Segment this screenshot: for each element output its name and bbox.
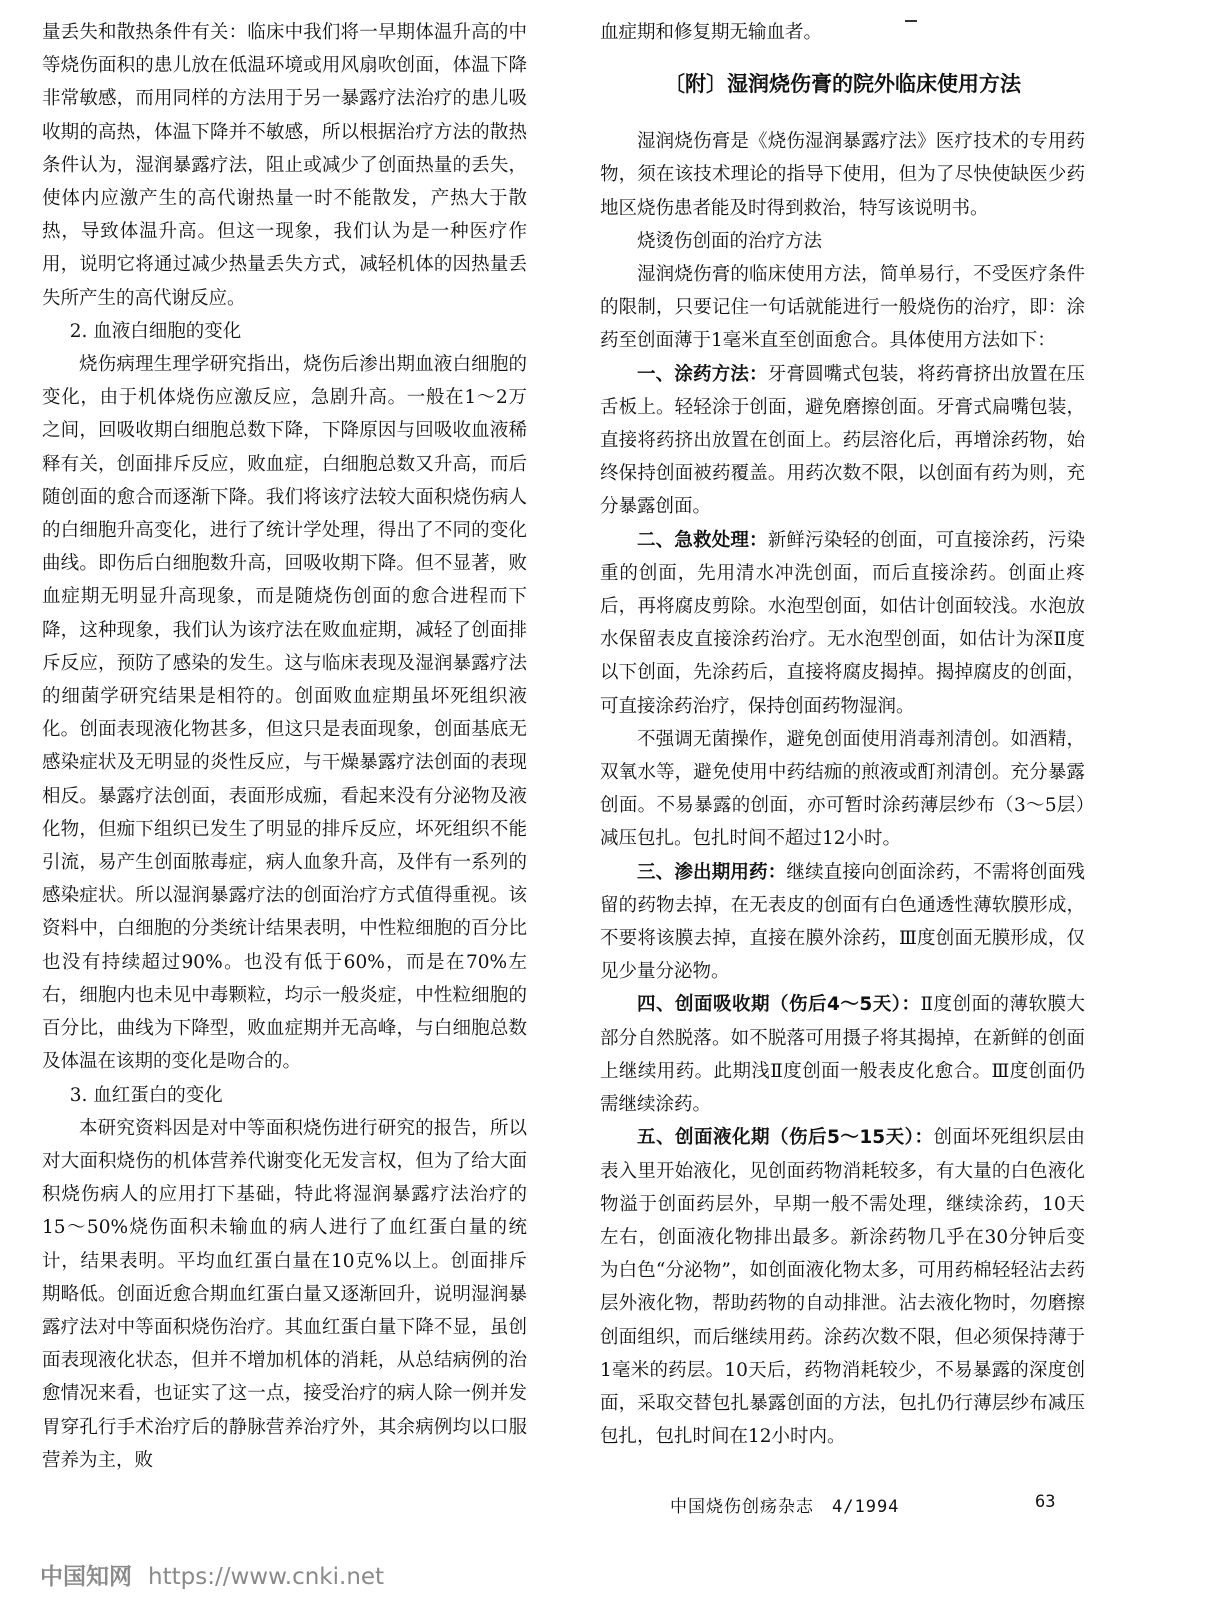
watermark-brand: 中国知网 [40, 1564, 132, 1590]
paragraph-text: 湿润烧伤膏的临床使用方法，简单易行，不受医疗条件的限制，只要记住一句话就能进行一般烧伤的治疗，即：涂药至创面薄于1毫米直至创面愈合。具体使用方法如下： [600, 264, 1085, 352]
paragraph-lead: 五、创面液化期（伤后5～15天）： [637, 1127, 934, 1149]
paragraph [600, 856, 1085, 989]
page-footer [670, 1492, 899, 1517]
paragraph-text: 不强调无菌操作，避免创面使用消毒剂清创。如酒精，双氧水等，避免使用中药结痂的煎液或酊剂清创。充分暴露创面。不易暴露的创面，亦可暂时涂药薄层纱布（3～5层）减压包扎。包扎时间不超过12小时。 [600, 728, 1085, 850]
paragraph-text: 牙膏圆嘴式包装，将药膏挤出放置在压舌板上。轻轻涂于创面，避免磨擦创面。牙膏式扁嘴包装，直接将药挤出放置在创面上。药层溶化后，再增涂药物，始终保持创面被药覆盖。用药次数不限，以创面有药为则，充分暴露创面。 [600, 363, 1085, 518]
paragraph-text: 3. 血红蛋白的变化 [69, 1084, 223, 1106]
paragraph [42, 348, 527, 1078]
subsection-heading [42, 1079, 527, 1112]
paragraph [600, 16, 1085, 49]
paragraph-text: 继续直接向创面涂药，不需将创面残留的药物去掉，在无表皮的创面有白色通透性薄软膜形成，不要将该膜去掉，直接在膜外涂药，Ⅲ度创面无膜形成，仅见少量分泌物。 [600, 861, 1085, 983]
watermark-url: https://www.cnki.net [148, 1564, 385, 1590]
paragraph-lead: 三、渗出期用药： [637, 861, 787, 883]
cnki-watermark [40, 1558, 384, 1591]
paragraph [42, 1112, 527, 1477]
paragraph-lead: 二、急救处理： [637, 529, 768, 551]
paragraph [600, 524, 1085, 723]
paragraph-text: 〔附〕湿润烧伤膏的院外临床使用方法 [664, 72, 1021, 97]
subsection-heading [42, 315, 527, 348]
paragraph [600, 258, 1085, 358]
paragraph [600, 723, 1085, 856]
paragraph [600, 125, 1085, 225]
margin-mark [905, 20, 917, 22]
paragraph-text: Ⅱ度创面的薄软膜大部分自然脱落。如不脱落可用摄子将其揭掉，在新鲜的创面上继续用药。此期浅Ⅱ度创面一般表皮化愈合。Ⅲ度创面仍需继续涂药。 [600, 994, 1086, 1116]
paragraph-text: 创面坏死组织层由表入里开始液化，见创面药物消耗较多，有大量的白色液化物溢于创面药层外，早期一般不需处理，继续涂药，10天左右，创面液化物排出最多。新涂药物几乎在30分钟后变为白色“分泌物”，如创面液化物太多，可用药棉轻轻沾去药层外液化物，帮助药物的自动排泄。沾去液化物时，勿磨擦创面组织，而后继续用药。涂药次数不限，但必须保持薄于1毫米的药层。10天后，药物消耗较少，不易暴露的深度创面，采取交替包扎暴露创面的方法，包扎仍行薄层纱布减压包扎，包扎时间在12小时内。 [600, 1127, 1085, 1448]
paragraph-lead: 一、涂药方法： [637, 363, 768, 385]
paragraph-text: 湿润烧伤膏是《烧伤湿润暴露疗法》医疗技术的专用药物，须在该技术理论的指导下使用，但为了尽快使缺医少药地区烧伤患者能及时得到救治，特写该说明书。 [600, 131, 1085, 219]
paragraph-text: 新鲜污染轻的创面，可直接涂药，污染重的创面，先用清水冲洗创面，而后直接涂药。创面止疼后，再将腐皮剪除。水泡型创面，如估计创面较浅。水泡放水保留表皮直接涂药治疗。无水泡型创面，如估计为深Ⅱ度以下创面，先涂药后，直接将腐皮揭掉。揭掉腐皮的创面，可直接涂药治疗，保持创面药物湿润。 [600, 529, 1085, 717]
paragraph-lead: 四、创面吸收期（伤后4～5天）： [637, 994, 921, 1016]
paragraph-text: 烧伤病理生理学研究指出，烧伤后渗出期血液白细胞的变化，由于机体烧伤应激反应，急剧升高。一般在1～2万之间，回吸收期白细胞总数下降，下降原因与回吸收血液稀释有关，创面排斥反应，败血症，白细胞总数又升高，而后随创面的愈合而逐渐下降。我们将该疗法较大面积烧伤病人的白细胞升高变化，进行了统计学处理，得出了不同的变化曲线。即伤后白细胞数升高，回吸收期下降。但不显著，败血症期无明显升高现象，而是随烧伤创面的愈合进程而下降，这种现象，我们认为该疗法在败血症期，减轻了创面排斥反应，预防了感染的发生。这与临床表现及湿润暴露疗法的细菌学研究结果是相符的。创面败血症期虽坏死组织液化。创面表现液化物甚多，但这只是表面现象，创面基底无感染症状及无明显的炎性反应，与干燥暴露疗法创面的表现相反。暴露疗法创面，表面形成痂，看起来没有分泌物及液化物，但痂下组织已发生了明显的排斥反应，坏死组织不能引流，易产生创面脓毒症，病人血象升高，及伴有一系列的感染症状。所以湿润暴露疗法的创面治疗方式值得重视。该资料中，白细胞的分类统计结果表明，中性粒细胞的百分比也没有持续超过90%。也没有低于60%，而是在70%左右，细胞内也未见中毒颗粒，均示一般炎症，中性粒细胞的百分比，曲线为下降型，败血症期并无高峰，与白细胞总数及体温在该期的变化是吻合的。 [42, 354, 527, 1073]
page-number: 63 [1035, 1492, 1056, 1512]
paragraph [42, 16, 527, 315]
paragraph-text: 量丢失和散热条件有关：临床中我们将一早期体温升高的中等烧伤面积的患儿放在低温环境或用风扇吹创面，体温下降非常敏感，而用同样的方法用于另一暴露疗法治疗的患儿吸收期的高热，体温下降并不敏感，所以根据治疗方法的散热条件认为，湿润暴露疗法，阻止或减少了创面热量的丢失，使体内应激产生的高代谢热量一时不能散发，产热大于散热，导致体温升高。但这一现象，我们认为是一种医疗作用，说明它将通过减少热量丢失方式，减轻机体的因热量丢失所产生的高代谢反应。 [42, 22, 527, 309]
paragraph [600, 225, 1085, 258]
paragraph-text: 本研究资料因是对中等面积烧伤进行研究的报告，所以对大面积烧伤的机体营养代谢变化无发言权，但为了给大面积烧伤病人的应用打下基础，特此将湿润暴露疗法治疗的15～50%烧伤面积未输血的病人进行了血红蛋白量的统计，结果表明。平均血红蛋白量在10克%以上。创面排斥期略低。创面近愈合期血红蛋白量又逐渐回升，说明湿润暴露疗法对中等面积烧伤治疗。其血红蛋白量下降不显，虽创面表现液化状态，但并不增加机体的消耗，从总结病例的治愈情况来看，也证实了这一点，接受治疗的病人除一例并发胃穿孔行手术治疗后的静脉营养治疗外，其余病例均以口服营养为主，败 [42, 1117, 527, 1471]
section-title [600, 69, 1085, 99]
paragraph-text: 烧烫伤创面的治疗方法 [637, 230, 823, 252]
paragraph-text: 2. 血液白细胞的变化 [69, 320, 242, 342]
left-column [42, 16, 527, 1477]
issue-number: 4/1994 [832, 1497, 900, 1517]
paragraph-text: 血症期和修复期无输血者。 [600, 22, 823, 43]
paragraph [600, 1121, 1085, 1453]
journal-name: 中国烧伤创疡杂志 [670, 1497, 814, 1517]
right-column [600, 16, 1085, 1453]
paragraph [600, 358, 1085, 524]
paragraph [600, 988, 1085, 1121]
